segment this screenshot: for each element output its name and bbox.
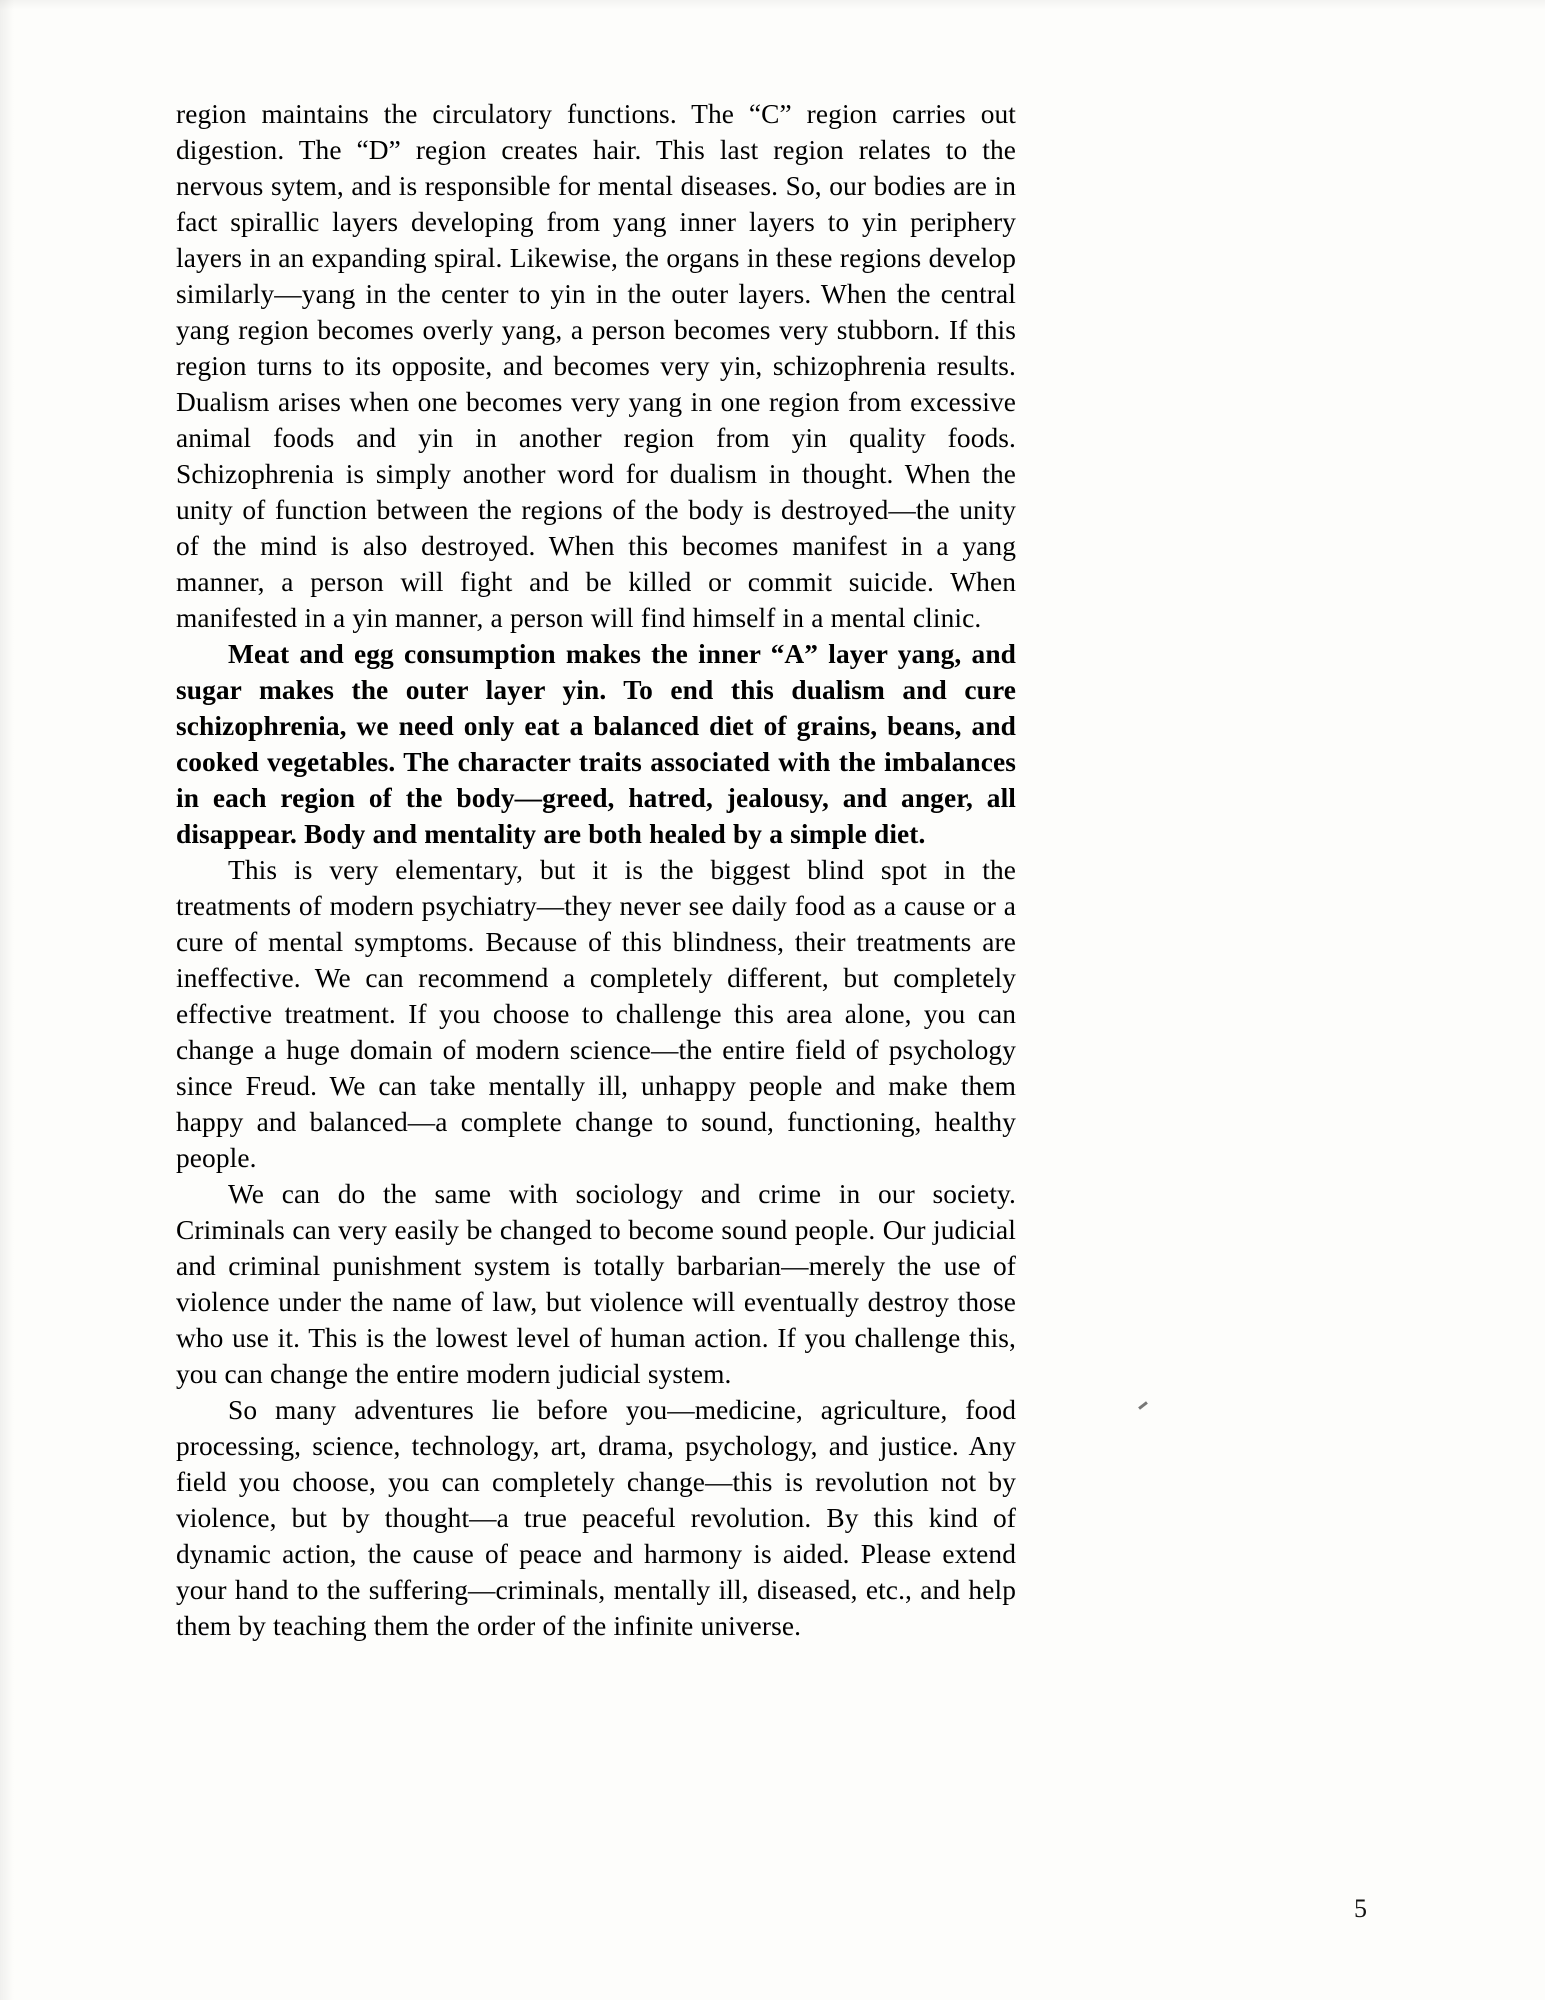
scan-edge-shadow-top [0,0,1545,10]
paragraph-4: We can do the same with sociology and crime in our society. Criminals can very easily be changed to become sound people. Our judicial and criminal punishment system is totally barbarian—merely the use of violence under the name of law, but violence will eventually destroy those who use it. This is the lowest level of human action. If you challenge this, you can change the entire modern judicial system. [176,1179,1016,1389]
paragraph-3: This is very elementary, but it is the biggest blind spot in the treatments of modern psychiatry—they never see daily food as a cause or a cure of mental symptoms. Because of this blindness, their treatments are ineffective. We can recommend a completely different, but completely effective treatment. If you choose to challenge this area alone, you can change a huge domain of modern science—the entire field of psychology since Freud. We can take mentally ill, unhappy people and make them happy and balanced—a complete change to sound, functioning, healthy people. [176,855,1016,1173]
paragraph-1: region maintains the circulatory functions. The “C” region carries out digestion. The “D” region creates hair. This last region relates to the nervous sytem, and is responsible for mental diseases. So, our bodies are in fact spirallic layers developing from yang inner layers to yin periphery layers in an expanding spiral. Likewise, the organs in these regions develop similarly—yang in the center to yin in the outer layers. When the central yang region becomes overly yang, a person becomes very stubborn. If this region turns to its opposite, and becomes very yin, schizophrenia results. Dualism arises when one becomes very yang in one region from excessive animal foods and yin in another region from yin quality foods. Schizophrenia is simply another word for dualism in thought. When the unity of function between the regions of the body is destroyed—the unity of the mind is also destroyed. When this becomes manifest in a yang manner, a person will fight and be killed or commit suicide. When manifested in a yin manner, a person will find himself in a mental clinic. [176,99,1016,633]
scan-artifact-mark [1138,1401,1148,1410]
paragraph-5: So many adventures lie before you—medicine, agriculture, food processing, science, technology, art, drama, psychology, and justice. Any field you choose, you can completely change—this is revolution not by violence, but by thought—a true peaceful revolution. By this kind of dynamic action, the cause of peace and harmony is aided. Please extend your hand to the suffering—criminals, mentally ill, diseased, etc., and help them by teaching them the order of the infinite universe. [176,1395,1016,1641]
paragraph-2: Meat and egg consumption makes the inner “A” layer yang, and sugar makes the outer layer yin. To end this dualism and cure schizophrenia, we need only eat a balanced diet of grains, beans, and cooked vegetables. The character traits associated with the imbalances in each region of the body—greed, hatred, jealousy, and anger, all disappear. Body and mentality are both healed by a simple diet. [176,639,1016,849]
page-number: 5 [1354,1894,1367,1923]
page-text-block [176,96,1016,1644]
scan-edge-shadow-left [0,0,14,2000]
